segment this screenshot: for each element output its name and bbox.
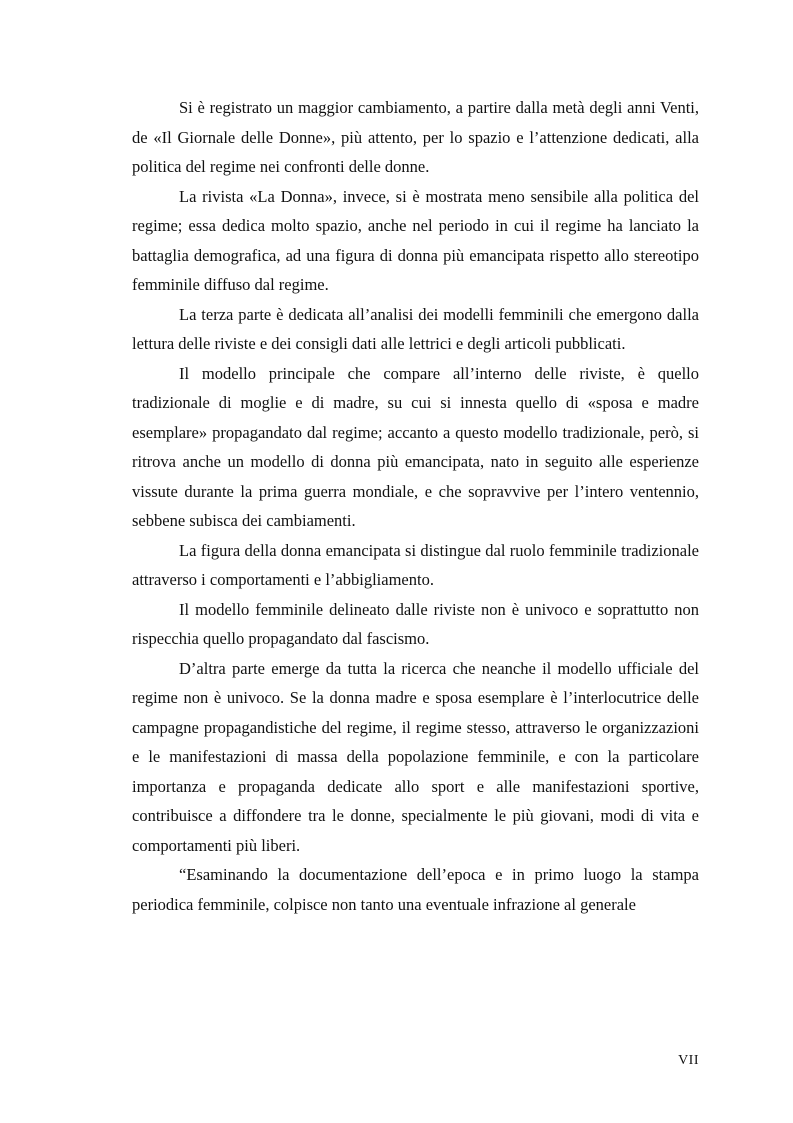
paragraph-2: La rivista «La Donna», invece, si è mostrata meno sensibile alla politica del regime; essa dedica molto spazio, anche nel periodo in cui il regime ha lanciato la battaglia demografica, ad una figura di donna più emancipata rispetto allo stereotipo femminile diffuso dal regime. [132, 186, 699, 294]
paragraph-5: La figura della donna emancipata si distingue dal ruolo femminile tradizionale attraverso i comportamenti e l’abbigliamento. [132, 540, 699, 589]
body-text [132, 93, 699, 919]
paragraph-7: D’altra parte emerge da tutta la ricerca che neanche il modello ufficiale del regime non è univoco. Se la donna madre e sposa esemplare è l’interlocutrice delle campagne propagandistiche del regime, il regime stesso, attraverso le organizzazioni e le manifestazioni di massa della popolazione femminile, e con la particolare importanza e propaganda dedicate allo sport e alle manifestazioni sportive, contribuisce a diffondere tra le donne, specialmente le più giovani, modi di vita e comportamenti più liberi. [132, 658, 699, 855]
paragraph-1: Si è registrato un maggior cambiamento, a partire dalla metà degli anni Venti, de «Il Giornale delle Donne», più attento, per lo spazio e l’attenzione dedicati, alla politica del regime nei confronti delle donne. [132, 98, 699, 176]
paragraph-4: Il modello principale che compare all’interno delle riviste, è quello tradizionale di moglie e di madre, su cui si innesta quello di «sposa e madre esemplare» propagandato dal regime; accanto a questo modello tradizionale, però, si ritrova anche un modello di donna più emancipata, nato in seguito alle esperienze vissute durante la prima guerra mondiale, e che sopravvive per l’intero ventennio, sebbene subisca dei cambiamenti. [132, 363, 699, 530]
page-number: VII [678, 1053, 699, 1068]
paragraph-3: La terza parte è dedicata all’analisi dei modelli femminili che emergono dalla lettura delle riviste e dei consigli dati alle lettrici e degli articoli pubblicati. [132, 304, 699, 353]
paragraph-8: “Esaminando la documentazione dell’epoca e in primo luogo la stampa periodica femminile, colpisce non tanto una eventuale infrazione al generale [132, 865, 699, 914]
paragraph-6: Il modello femminile delineato dalle riviste non è univoco e soprattutto non rispecchia quello propagandato dal fascismo. [132, 599, 699, 648]
